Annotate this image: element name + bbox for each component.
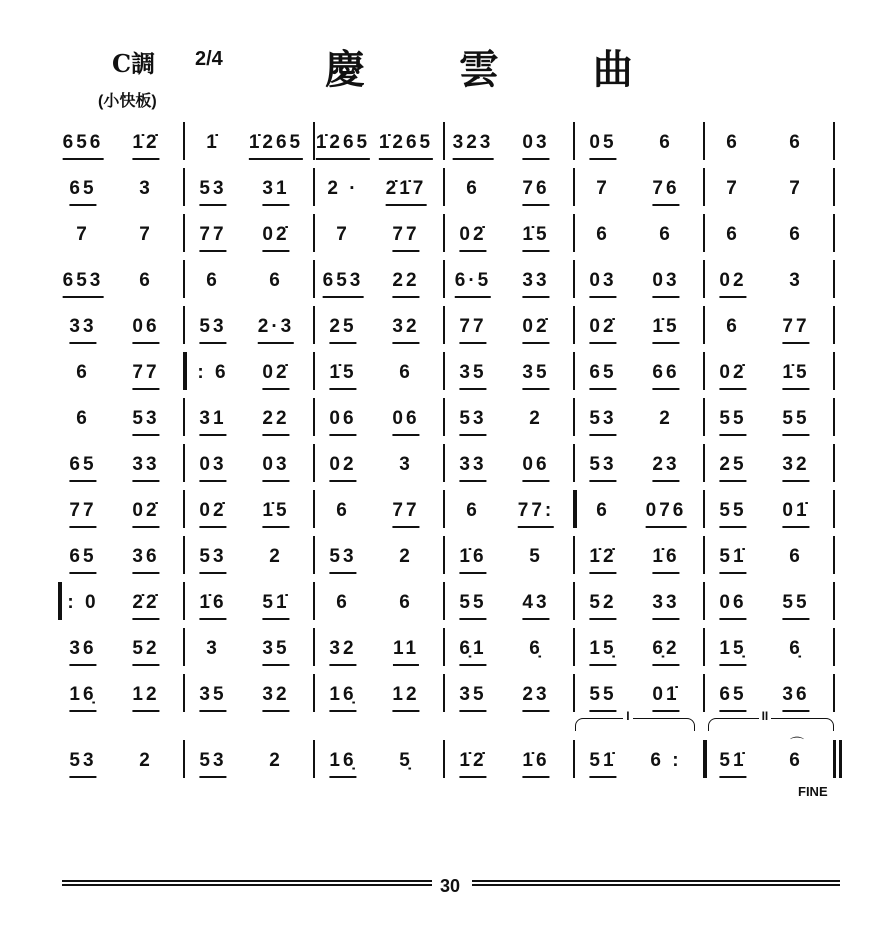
beat: 25: [719, 452, 746, 482]
beat: 77: [199, 222, 226, 252]
beat: 1̇2̇: [459, 748, 486, 778]
score-row: [0, 268, 892, 308]
barline: [443, 168, 445, 206]
beat: 3: [399, 454, 413, 475]
beat: 7: [726, 178, 740, 199]
beat: 6̣2: [652, 636, 679, 666]
beat: 66: [652, 360, 679, 390]
score-row: [0, 544, 892, 584]
barline: [833, 306, 835, 344]
beat: 05: [589, 130, 616, 160]
barline: [833, 352, 835, 390]
score-row: [0, 636, 892, 676]
score-row: [0, 176, 892, 216]
beat: 77:: [518, 498, 554, 528]
beat: 52: [132, 636, 159, 666]
beat: 2: [529, 408, 543, 429]
key-signature: C調: [112, 49, 156, 78]
page-number: 30: [440, 876, 461, 896]
beat: 1̇265: [249, 130, 303, 160]
beat: 02̇: [459, 222, 486, 252]
beat: 03: [199, 452, 226, 482]
beat: : 0: [67, 592, 99, 613]
barline: [443, 398, 445, 436]
beat: 1̇2̇: [589, 544, 616, 574]
barline: [573, 582, 575, 620]
beat: 03: [262, 452, 289, 482]
beat: 02̇: [719, 360, 746, 390]
barline: [183, 444, 185, 482]
time-signature: 2/4: [195, 48, 223, 70]
beat: 6: [789, 224, 803, 245]
beat: 1̇6: [199, 590, 226, 620]
beat: 2 ·: [327, 178, 359, 199]
beat: 2: [269, 546, 283, 567]
barline: [183, 740, 185, 778]
barline: [573, 740, 575, 778]
beat: 03: [589, 268, 616, 298]
beat: 65: [719, 682, 746, 712]
beat: 5̣: [399, 750, 413, 771]
barline: [703, 674, 705, 712]
barline: [703, 536, 705, 574]
barline: [313, 398, 315, 436]
beat: 6: [399, 592, 413, 613]
beat: 53: [69, 748, 96, 778]
beat: 3: [206, 638, 220, 659]
barline: [833, 582, 835, 620]
beat: 6: [399, 362, 413, 383]
beat: 02: [329, 452, 356, 482]
beat: 06: [719, 590, 746, 620]
score-row: [0, 130, 892, 170]
beat: 25: [329, 314, 356, 344]
beat: 1̇2̇: [132, 130, 159, 160]
beat: 03: [522, 130, 549, 160]
beat: 53: [459, 406, 486, 436]
beat: 6: [659, 132, 673, 153]
barline: [183, 306, 185, 344]
beat: 77: [392, 498, 419, 528]
barline: [573, 352, 575, 390]
beat: 6: [466, 178, 480, 199]
beat: 23: [522, 682, 549, 712]
score-row: [0, 360, 892, 400]
beat: 01̇: [782, 498, 809, 528]
beat: 33: [652, 590, 679, 620]
barline: [703, 398, 705, 436]
barline: [443, 260, 445, 298]
beat: 36: [69, 636, 96, 666]
beat: 1̇5: [782, 360, 809, 390]
barline: [443, 122, 445, 160]
beat: 36: [782, 682, 809, 712]
beat: 653: [323, 268, 364, 298]
barline: [703, 306, 705, 344]
beat: 55: [782, 406, 809, 436]
barline: [183, 674, 185, 712]
beat: 23: [652, 452, 679, 482]
barline: [183, 582, 185, 620]
barline: [703, 352, 705, 390]
beat: 51̇: [589, 748, 616, 778]
final-barline: [833, 740, 836, 778]
beat: 5: [529, 546, 543, 567]
barline: [573, 674, 575, 712]
beat: 323: [453, 130, 494, 160]
beat: 076: [646, 498, 687, 528]
repeat-barline: [183, 352, 187, 390]
barline: [313, 628, 315, 666]
beat: 1̇5: [522, 222, 549, 252]
beat: 22: [392, 268, 419, 298]
barline: [703, 122, 705, 160]
barline: [183, 398, 185, 436]
beat: 77: [132, 360, 159, 390]
beat: 6: [789, 132, 803, 153]
barline: [443, 628, 445, 666]
barline: [313, 214, 315, 252]
barline: [183, 536, 185, 574]
beat: 53: [589, 452, 616, 482]
barline: [573, 214, 575, 252]
barline: [703, 490, 705, 528]
fine-marking: FINE: [798, 784, 828, 799]
beat: 7: [139, 224, 153, 245]
beat: 7: [789, 178, 803, 199]
barline: [833, 674, 835, 712]
beat: 2·3: [258, 314, 294, 344]
beat: 06: [522, 452, 549, 482]
barline: [313, 168, 315, 206]
beat: 35: [199, 682, 226, 712]
barline: [313, 582, 315, 620]
barline: [443, 740, 445, 778]
barline: [573, 444, 575, 482]
beat: 06: [329, 406, 356, 436]
beat: 02̇: [522, 314, 549, 344]
beat: 6: [596, 224, 610, 245]
beat: 6: [726, 224, 740, 245]
barline: [703, 214, 705, 252]
barline: [313, 444, 315, 482]
beat: 33: [459, 452, 486, 482]
beat: 02̇: [589, 314, 616, 344]
barline: [183, 122, 185, 160]
score-row: [0, 498, 892, 538]
beat: 51̇: [719, 544, 746, 574]
score-row: [0, 709, 892, 788]
beat: 16̣: [69, 682, 96, 712]
footer-rule-left: [62, 880, 432, 886]
barline: [443, 536, 445, 574]
beat: 35: [459, 682, 486, 712]
beat: 7: [336, 224, 350, 245]
barline: [183, 628, 185, 666]
beat: 32: [392, 314, 419, 344]
beat: 31: [262, 176, 289, 206]
beat: 36: [132, 544, 159, 574]
beat: 1̇5: [262, 498, 289, 528]
beat: 02̇: [262, 222, 289, 252]
barline: [703, 582, 705, 620]
barline: [443, 444, 445, 482]
beat: 653: [63, 268, 104, 298]
beat: 77: [459, 314, 486, 344]
barline: [313, 260, 315, 298]
beat: 53: [199, 544, 226, 574]
barline: [313, 536, 315, 574]
beat: 7: [76, 224, 90, 245]
beat: 02̇: [199, 498, 226, 528]
barline: [443, 490, 445, 528]
beat: 02̇: [262, 360, 289, 390]
barline: [573, 306, 575, 344]
barline: [573, 398, 575, 436]
beat: 6: [659, 224, 673, 245]
fermata-icon: ⌒: [790, 736, 804, 752]
barline: [313, 674, 315, 712]
barline: [313, 122, 315, 160]
barline: [703, 628, 705, 666]
volta-first-ending: [575, 709, 695, 731]
barline: [443, 674, 445, 712]
barline: [833, 168, 835, 206]
beat: 55: [782, 590, 809, 620]
beat: 6 :: [650, 750, 682, 771]
beat: 1̇6: [459, 544, 486, 574]
beat: 6: [76, 362, 90, 383]
beat: 1̇6: [522, 748, 549, 778]
beat: 76: [522, 176, 549, 206]
beat: 2: [269, 750, 283, 771]
score-row: [0, 314, 892, 354]
beat: 2: [659, 408, 673, 429]
barline: [703, 168, 705, 206]
beat: 6: [206, 270, 220, 291]
beat: 6: [139, 270, 153, 291]
barline: [573, 536, 575, 574]
beat: 01̇: [652, 682, 679, 712]
beat: 6̣: [529, 638, 543, 659]
beat: 32: [262, 682, 289, 712]
barline: [183, 168, 185, 206]
tempo-marking: (小快板): [98, 93, 157, 110]
barline: [183, 490, 185, 528]
beat: 3: [789, 270, 803, 291]
barline: [833, 214, 835, 252]
beat: 6: [76, 408, 90, 429]
beat: 6: [596, 500, 610, 521]
beat: 53: [199, 748, 226, 778]
barline: [833, 260, 835, 298]
beat: 55: [589, 682, 616, 712]
score-row: [0, 222, 892, 262]
beat: 65: [69, 544, 96, 574]
score-row: [0, 452, 892, 492]
beat: 6: [726, 316, 740, 337]
beat: 32: [782, 452, 809, 482]
beat: 53: [199, 314, 226, 344]
barline: [833, 628, 835, 666]
beat: 35: [262, 636, 289, 666]
beat: 15̣: [719, 636, 746, 666]
beat: 2: [139, 750, 153, 771]
volta-label: II: [759, 709, 772, 723]
beat: 2̇2̇: [132, 590, 159, 620]
beat: 6: [336, 592, 350, 613]
footer-rule-right: [472, 880, 840, 886]
page-title: 慶 雲 曲: [325, 46, 673, 93]
barline: [573, 122, 575, 160]
beat: 12: [132, 682, 159, 712]
beat: 3: [139, 178, 153, 199]
barline: [313, 740, 315, 778]
barline: [833, 536, 835, 574]
beat: 06: [132, 314, 159, 344]
barline: [833, 122, 835, 160]
barline: [703, 444, 705, 482]
beat: 35: [522, 360, 549, 390]
beat: 6: [336, 500, 350, 521]
beat: 16̣: [329, 682, 356, 712]
beat: 6·5: [455, 268, 491, 298]
beat: 53: [132, 406, 159, 436]
beat: 6̣1: [459, 636, 486, 666]
beat: 77: [392, 222, 419, 252]
beat: 03: [652, 268, 679, 298]
beat: 43: [522, 590, 549, 620]
barline: [833, 490, 835, 528]
beat: 1̇: [206, 132, 220, 153]
barline: [443, 352, 445, 390]
barline: [443, 214, 445, 252]
beat: 02: [719, 268, 746, 298]
beat: 55: [719, 406, 746, 436]
volta-second-ending: [708, 709, 834, 731]
beat: 77: [782, 314, 809, 344]
beat: 22: [262, 406, 289, 436]
barline: [833, 398, 835, 436]
beat: 51̇: [262, 590, 289, 620]
beat: 1̇5: [329, 360, 356, 390]
beat: 06: [392, 406, 419, 436]
beat: 656: [63, 130, 104, 160]
beat: 53: [589, 406, 616, 436]
beat: 65: [69, 452, 96, 482]
beat: 7: [596, 178, 610, 199]
barline: [573, 628, 575, 666]
repeat-barline: [703, 740, 707, 778]
score-row: [0, 406, 892, 446]
beat: 6: [466, 500, 480, 521]
beat: 31: [199, 406, 226, 436]
beat: 52: [589, 590, 616, 620]
beat: 6̣: [789, 638, 803, 659]
beat: 2̇1̇7: [386, 176, 427, 206]
beat: 35: [459, 360, 486, 390]
beat: 02̇: [132, 498, 159, 528]
beat: : 6: [197, 362, 229, 383]
beat: 33: [132, 452, 159, 482]
beat: 15̣: [589, 636, 616, 666]
volta-label: I: [623, 709, 632, 723]
beat: 51̇: [719, 748, 746, 778]
beat: 65: [589, 360, 616, 390]
barline: [183, 214, 185, 252]
beat: 33: [69, 314, 96, 344]
beat: 65: [69, 176, 96, 206]
beat: 77: [69, 498, 96, 528]
barline: [573, 168, 575, 206]
beat: 33: [522, 268, 549, 298]
barline: [443, 582, 445, 620]
beat: 6: [726, 132, 740, 153]
beat: 76: [652, 176, 679, 206]
barline: [573, 260, 575, 298]
barline: [313, 352, 315, 390]
score-row: [0, 590, 892, 630]
beat: 2: [399, 546, 413, 567]
repeat-start-barline: [58, 582, 62, 620]
beat: 16̣: [329, 748, 356, 778]
barline: [313, 490, 315, 528]
beat: 12: [392, 682, 419, 712]
barline: [443, 306, 445, 344]
beat: 55: [719, 498, 746, 528]
beat: 6: [269, 270, 283, 291]
beat: 53: [329, 544, 356, 574]
barline: [183, 260, 185, 298]
barline: [313, 306, 315, 344]
beat: 32: [329, 636, 356, 666]
barline: [833, 444, 835, 482]
beat: 1̇265: [379, 130, 433, 160]
beat: 11: [393, 636, 419, 666]
repeat-barline: [573, 490, 577, 528]
beat: 6: [789, 546, 803, 567]
beat: 1̇5: [652, 314, 679, 344]
beat: 53: [199, 176, 226, 206]
beat: 55: [459, 590, 486, 620]
beat: 1̇265: [316, 130, 370, 160]
beat: 6: [789, 750, 803, 771]
beat: 1̇6: [652, 544, 679, 574]
barline: [703, 260, 705, 298]
